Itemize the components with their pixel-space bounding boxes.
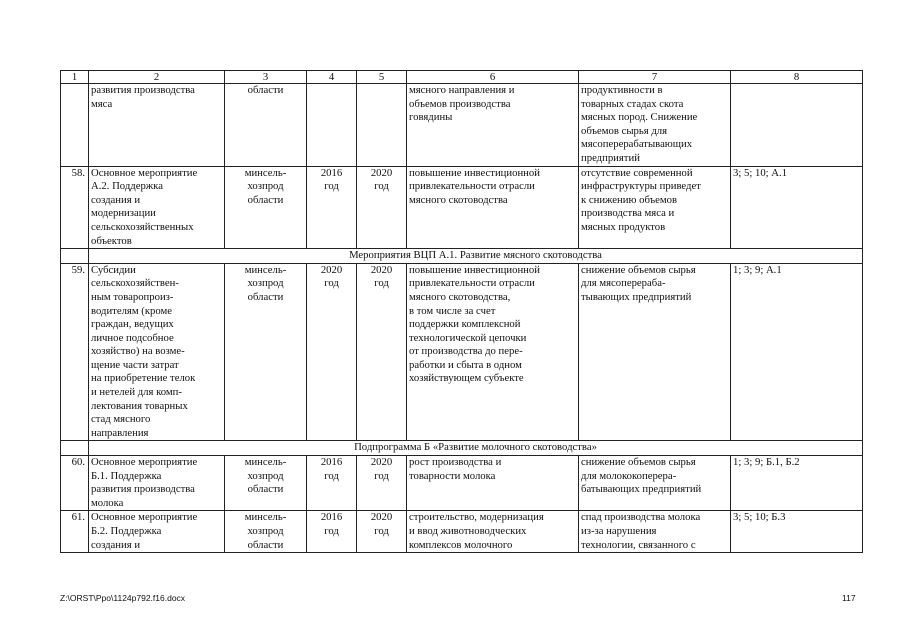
col-header-1: 1 <box>61 71 89 84</box>
executor: минсель- хозпрод области <box>225 511 307 553</box>
row-number: 59. <box>61 263 89 441</box>
expected-result: мясного направления и объемов производства говядины <box>407 84 579 167</box>
start-year <box>307 84 357 167</box>
related-indicators: 1; 3; 9; А.1 <box>731 263 863 441</box>
col-header-3: 3 <box>225 71 307 84</box>
footer-page-number: 117 <box>842 593 856 603</box>
non-implementation-consequences: спад производства молока из-за нарушения технологии, связанного с <box>579 511 731 553</box>
measure-name: Субсидии сельскохозяйствен- ным товаропроиз- водителям (кроме граждан, ведущих личное подсобное хозяйство) на возме- щение части затрат на приобретение телок и нетелей для комп- лектования товарных стад мясного направления <box>89 263 225 441</box>
table-row <box>61 511 863 553</box>
col-header-2: 2 <box>89 71 225 84</box>
table-row <box>61 263 863 441</box>
executor: минсель- хозпрод области <box>225 456 307 511</box>
start-year: 2020 год <box>307 263 357 441</box>
end-year: 2020 год <box>357 263 407 441</box>
measure-name: Основное мероприятие Б.2. Поддержка создания и <box>89 511 225 553</box>
executor: минсель- хозпрод области <box>225 166 307 249</box>
executor: минсель- хозпрод области <box>225 263 307 441</box>
related-indicators <box>731 84 863 167</box>
section-row <box>61 249 863 264</box>
section-title: Мероприятия ВЦП А.1. Развитие мясного скотоводства <box>89 249 863 264</box>
section-title: Подпрограмма Б «Развитие молочного скотоводства» <box>89 441 863 456</box>
expected-result: повышение инвестиционной привлекательности отрасли мясного скотоводства, в том числе за счет поддержки комплексной технологической цепочки от производства до пере- работки и сбыта в одном хозяйствующем субъекте <box>407 263 579 441</box>
related-indicators: 3; 5; 10; Б.3 <box>731 511 863 553</box>
expected-result: рост производства и товарности молока <box>407 456 579 511</box>
section-number-cell <box>61 441 89 456</box>
measure-name: развития производства мяса <box>89 84 225 167</box>
row-number <box>61 84 89 167</box>
measure-name: Основное мероприятие Б.1. Поддержка развития производства молока <box>89 456 225 511</box>
table-row <box>61 166 863 249</box>
end-year: 2020 год <box>357 166 407 249</box>
end-year: 2020 год <box>357 511 407 553</box>
col-header-8: 8 <box>731 71 863 84</box>
end-year <box>357 84 407 167</box>
col-header-7: 7 <box>579 71 731 84</box>
footer-file-path: Z:\ORST\Ppo\1124p792.f16.docx <box>60 593 186 603</box>
row-number: 61. <box>61 511 89 553</box>
end-year: 2020 год <box>357 456 407 511</box>
related-indicators: 3; 5; 10; А.1 <box>731 166 863 249</box>
header-row <box>61 71 863 84</box>
table-row <box>61 84 863 167</box>
col-header-6: 6 <box>407 71 579 84</box>
non-implementation-consequences: снижение объемов сырья для мясоперераба- тывающих предприятий <box>579 263 731 441</box>
section-number-cell <box>61 249 89 264</box>
section-row <box>61 441 863 456</box>
table-row <box>61 456 863 511</box>
start-year: 2016 год <box>307 456 357 511</box>
measure-name: Основное мероприятие А.2. Поддержка создания и модернизации сельскохозяйственных объектов <box>89 166 225 249</box>
row-number: 58. <box>61 166 89 249</box>
col-header-5: 5 <box>357 71 407 84</box>
related-indicators: 1; 3; 9; Б.1, Б.2 <box>731 456 863 511</box>
non-implementation-consequences: продуктивности в товарных стадах скота мясных пород. Снижение объемов сырья для мясоперерабатывающих предприятий <box>579 84 731 167</box>
measures-table <box>60 70 863 553</box>
non-implementation-consequences: отсутствие современной инфраструктуры приведет к снижению объемов производства мяса и мясных продуктов <box>579 166 731 249</box>
start-year: 2016 год <box>307 166 357 249</box>
expected-result: строительство, модернизация и ввод животноводческих комплексов молочного <box>407 511 579 553</box>
executor: области <box>225 84 307 167</box>
non-implementation-consequences: снижение объемов сырья для молококоперера- батывающих предприятий <box>579 456 731 511</box>
expected-result: повышение инвестиционной привлекательности отрасли мясного скотоводства <box>407 166 579 249</box>
col-header-4: 4 <box>307 71 357 84</box>
start-year: 2016 год <box>307 511 357 553</box>
row-number: 60. <box>61 456 89 511</box>
